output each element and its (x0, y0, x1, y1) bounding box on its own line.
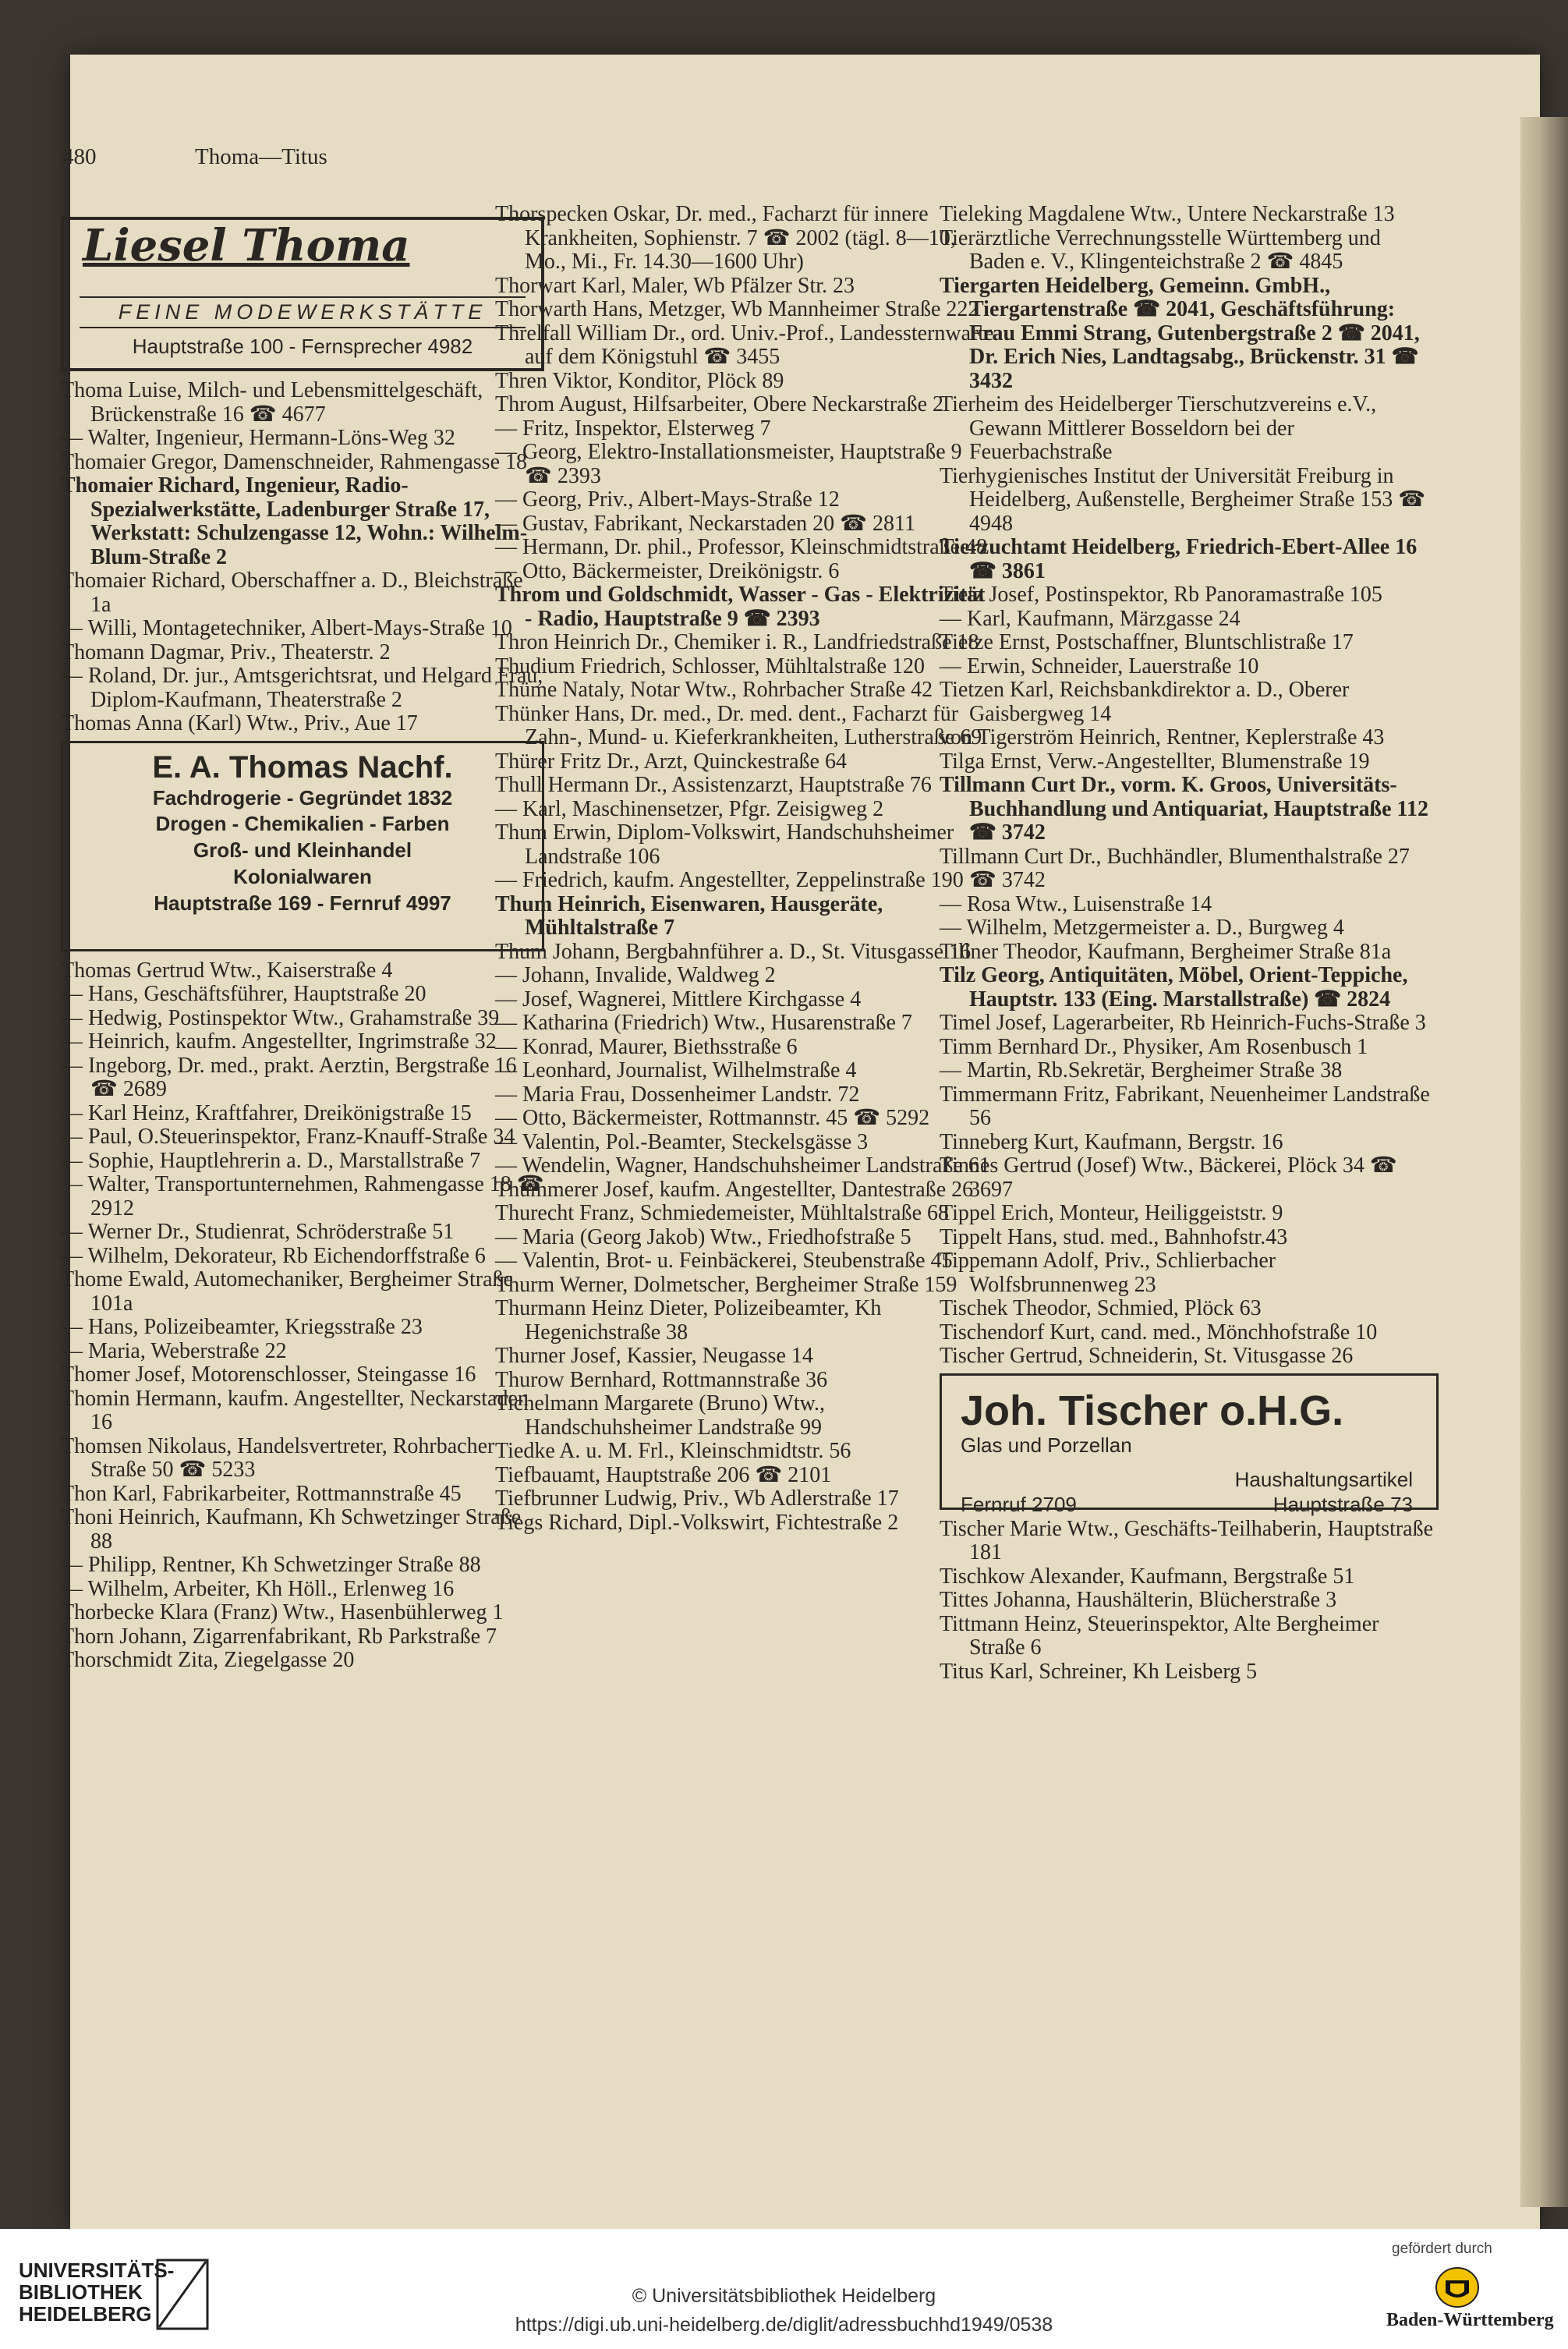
directory-entry: Tiergarten Heidelberg, Gemeinn. GmbH., Tiergartenstraße ☎ 2041, Geschäftsführung: Frau Emmi Strang, Gutenbergstraße 2 ☎ 2041, Dr. Erich Nies, Landtagsabg., Brückenstr. 31 ☎ 3432 (940, 273, 1420, 393)
directory-entry: Timm Bernhard Dr., Physiker, Am Rosenbusch 1 (940, 1034, 1368, 1059)
directory-entry: Thorbecke Klara (Franz) Wtw., Hasenbühlerweg 1 (61, 1600, 504, 1624)
directory-entry: Tischer Gertrud, Schneiderin, St. Vitusgasse 26 (940, 1344, 1354, 1368)
directory-entry: Tieleking Magdalene Wtw., Untere Neckarstraße 13 (940, 202, 1395, 226)
directory-entry: Tischek Theodor, Schmied, Plöck 63 (940, 1296, 1262, 1320)
column-3 (940, 203, 1439, 1684)
running-title: Thoma—Titus (195, 144, 327, 169)
directory-entry: Tietzen Karl, Reichsbankdirektor a. D., Oberer Gaisbergweg 14 (940, 678, 1350, 726)
directory-entry: — Georg, Priv., Albert-Mays-Straße 12 (495, 487, 840, 512)
directory-entry: Threlfall William Dr., ord. Univ.-Prof., Landessternwarte auf dem Königstuhl ☎ 3455 (495, 321, 994, 369)
directory-entry: — Walter, Ingenieur, Hermann-Löns-Weg 32 (61, 426, 455, 450)
column-2 (495, 203, 994, 1535)
ad-address: Hauptstraße 73 (1272, 1492, 1413, 1516)
directory-entry: Thünker Hans, Dr. med., Dr. med. dent., Facharzt für Zahn-, Mund- u. Kieferkrankheiten, Lutherstraße 69 (495, 701, 982, 749)
directory-entry: Tinneberg Kurt, Kaufmann, Bergstr. 16 (940, 1129, 1283, 1154)
funder-name: Baden-Württemberg (1386, 2310, 1554, 2330)
directory-entry: — Karl, Kaufmann, Märzgasse 24 (940, 606, 1241, 631)
directory-entry: Thomsen Nikolaus, Handelsvertreter, Rohrbacher Straße 50 ☎ 5233 (61, 1433, 495, 1482)
directory-entry: Thomas Gertrud Wtw., Kaiserstraße 4 (61, 958, 393, 983)
directory-entry: Tierhygienisches Institut der Universität Freiburg in Heidelberg, Außenstelle, Bergheimer Straße 153 ☎ 4948 (940, 463, 1426, 536)
funded-by-label: gefördert durch (1392, 2241, 1492, 2257)
directory-entry: — Wendelin, Wagner, Handschuhsheimer Landstraße 61 (495, 1153, 990, 1178)
entry-list (940, 1518, 1439, 1685)
directory-entry: — Hedwig, Postinspektor Wtw., Grahamstraße 39 (61, 1005, 500, 1030)
directory-entry: Tinnes Gertrud (Josef) Wtw., Bäckerei, Plöck 34 ☎ 3697 (940, 1153, 1397, 1202)
directory-entry: Thomaier Richard, Ingenieur, Radio-Spezialwerkstätte, Ladenburger Straße 17, Werkstatt: Schulzengasse 12, Wohn.: Wilhelm-Blum-Straße 2 (61, 473, 528, 569)
directory-entry: Tillmann Curt Dr., Buchhändler, Blumenthalstraße 27 ☎ 3742 (940, 844, 1410, 892)
directory-entry: — Valentin, Brot- u. Feinbäckerei, Steubenstraße 45 (495, 1249, 953, 1273)
directory-entry: — Konrad, Maurer, Biethsstraße 6 (495, 1034, 798, 1059)
directory-entry: Thoma Luise, Milch- und Lebensmittelgeschäft, Brückenstraße 16 ☎ 4677 (61, 378, 483, 427)
ad-liesel-thoma (61, 217, 544, 371)
directory-entry: — Ingeborg, Dr. med., prakt. Aerztin, Bergstraße 16 ☎ 2689 (61, 1053, 517, 1101)
directory-entry: — Maria (Georg Jakob) Wtw., Friedhofstraße 5 (495, 1224, 911, 1249)
directory-entry: Thudium Friedrich, Schlosser, Mühltalstraße 120 (495, 654, 926, 678)
directory-entry: Thomas Anna (Karl) Wtw., Priv., Aue 17 (61, 711, 418, 735)
directory-entry: Tischer Marie Wtw., Geschäfts-Teilhaberin, Hauptstraße 181 (940, 1516, 1434, 1564)
directory-entry: — Roland, Dr. jur., Amtsgerichtsrat, und Helgard Frau, Diplom-Kaufmann, Theaterstraße 2 (61, 664, 543, 712)
directory-entry: Tiefbauamt, Hauptstraße 206 ☎ 2101 (495, 1462, 832, 1487)
directory-entry: — Georg, Elektro-Installationsmeister, Hauptstraße 9 ☎ 2393 (495, 440, 962, 488)
ad-line: Groß- und Kleinhandel (193, 838, 412, 862)
directory-entry: Tippemann Adolf, Priv., Schlierbacher Wolfsbrunnenweg 23 (940, 1249, 1276, 1297)
directory-entry: — Wilhelm, Arbeiter, Kh Höll., Erlenweg 16 (61, 1576, 455, 1601)
directory-entry: Thomin Hermann, kaufm. Angestellter, Neckarstaden 16 (61, 1386, 529, 1434)
directory-entry: — Valentin, Pol.-Beamter, Steckelsgässe 3 (495, 1129, 869, 1154)
directory-entry: Thomer Josef, Motorenschlosser, Steingasse 16 (61, 1362, 476, 1387)
directory-entry: Tietze Ernst, Postschaffner, Bluntschlistraße 17 (940, 630, 1354, 654)
directory-entry: — Wilhelm, Dekorateur, Rb Eichendorffstraße 6 (61, 1243, 486, 1268)
directory-entry: Thurmann Heinz Dieter, Polizeibeamter, Kh Hegenichstraße 38 (495, 1296, 882, 1345)
directory-entry: Thomaier Gregor, Damenschneider, Rahmengasse 18 (61, 449, 527, 474)
directory-entry: — Walter, Transportunternehmen, Rahmengasse 18 ☎ 2912 (61, 1172, 544, 1221)
ad-name: Liesel Thoma (83, 220, 410, 271)
directory-entry: Tierärztliche Verrechnungsstelle Württemberg und Baden e. V., Klingenteichstraße 2 ☎ 4845 (940, 225, 1381, 274)
directory-entry: Tippel Erich, Monteur, Heiliggeiststr. 9 (940, 1201, 1283, 1225)
ad-subtitle: FEINE MODEWERKSTÄTTE (80, 296, 526, 328)
ad-line: Drogen - Chemikalien - Farben (155, 812, 450, 835)
directory-entry: Thüme Nataly, Notar Wtw., Rohrbacher Straße 42 (495, 678, 933, 702)
directory-entry: — Hans, Geschäftsführer, Hauptstraße 20 (61, 982, 427, 1006)
directory-entry: — Werner Dr., Studienrat, Schröderstraße 51 (61, 1220, 455, 1244)
directory-entry: — Hermann, Dr. phil., Professor, Kleinschmidtstraße 48 (495, 535, 988, 559)
directory-entry: Tilga Ernst, Verw.-Angestellter, Blumenstraße 19 (940, 749, 1370, 774)
ad-line: Hauptstraße 169 - Fernruf 4997 (154, 891, 451, 915)
directory-entry: Thummerer Josef, kaufm. Angestellter, Dantestraße 26 (495, 1177, 974, 1202)
directory-entry: Thorschmidt Zita, Ziegelgasse 20 (61, 1648, 355, 1672)
directory-entry: Tischendorf Kurt, cand. med., Mönchhofstraße 10 (940, 1320, 1378, 1345)
directory-entry: Thorn Johann, Zigarrenfabrikant, Rb Parkstraße 7 (61, 1624, 497, 1649)
directory-entry: Thren Viktor, Konditor, Plöck 89 (495, 368, 784, 393)
directory-entry: Thome Ewald, Automechaniker, Bergheimer Straße 101a (61, 1267, 513, 1316)
directory-entry: Tiefbrunner Ludwig, Priv., Wb Adlerstraße 17 (495, 1486, 899, 1511)
directory-entry: — Wilhelm, Metzgermeister a. D., Burgweg 4 (940, 916, 1344, 940)
directory-entry: — Otto, Bäckermeister, Rottmannstr. 45 ☎ 5292 (495, 1106, 930, 1130)
directory-entry: — Fritz, Inspektor, Elsterweg 7 (495, 416, 771, 441)
ad-line: Glas und Porzellan (961, 1433, 1132, 1457)
entry-list (495, 203, 994, 1535)
directory-entry: Thurow Bernhard, Rottmannstraße 36 (495, 1367, 828, 1392)
directory-entry: Thorspecken Oskar, Dr. med., Facharzt für innere Krankheiten, Sophienstr. 7 ☎ 2002 (tägl. 8—10, Mo., Mi., Fr. 14.30—1600 Uhr) (495, 202, 956, 274)
directory-entry: — Johann, Invalide, Waldweg 2 (495, 963, 776, 987)
directory-entry: — Josef, Wagnerei, Mittlere Kirchgasse 4 (495, 987, 862, 1012)
directory-entry: Thurner Josef, Kassier, Neugasse 14 (495, 1344, 813, 1368)
directory-entry: Tillner Theodor, Kaufmann, Bergheimer Straße 81a (940, 939, 1392, 964)
directory-entry: Thorwarth Hans, Metzger, Wb Mannheimer Straße 222 (495, 297, 979, 321)
entry-list (61, 959, 544, 1673)
directory-entry: von Tigerström Heinrich, Rentner, Keplerstraße 43 (940, 725, 1385, 749)
copyright: © Universitätsbibliothek Heidelberg (632, 2285, 936, 2307)
directory-entry: Tiedke A. u. M. Frl., Kleinschmidtstr. 56 (495, 1439, 851, 1463)
ad-address: Hauptstraße 100 - Fernsprecher 4982 (132, 335, 473, 358)
directory-entry: Thorwart Karl, Maler, Wb Pfälzer Str. 23 (495, 273, 855, 298)
directory-entry: — Friedrich, kaufm. Angestellter, Zeppelinstraße 190 (495, 868, 964, 892)
ad-line: Fachdrogerie - Gegründet 1832 (152, 786, 453, 810)
ad-name: E. A. Thomas Nachf. (152, 749, 453, 785)
page-number: 480 (62, 144, 97, 169)
institution-line: UNIVERSITÄTS- (19, 2259, 175, 2282)
directory-entry: Thon Karl, Fabrikarbeiter, Rottmannstraße 45 (61, 1481, 462, 1506)
ad-name: Joh. Tischer o.H.G. (961, 1387, 1344, 1434)
directory-entry: Thum Johann, Bergbahnführer a. D., St. Vitusgasse 16 (495, 939, 972, 964)
ad-ea-thomas (61, 741, 544, 951)
page-edge (1520, 117, 1568, 2207)
directory-entry: Thurecht Franz, Schmiedemeister, Mühltalstraße 68 (495, 1201, 950, 1225)
directory-entry: — Philipp, Rentner, Kh Schwetzinger Straße 88 (61, 1553, 481, 1577)
directory-entry: — Rosa Wtw., Luisenstraße 14 (940, 891, 1212, 916)
directory-entry: Thum Erwin, Diplom-Volkswirt, Handschuhsheimer Landstraße 106 (495, 820, 954, 869)
directory-entry: — Martin, Rb.Sekretär, Bergheimer Straße 38 (940, 1058, 1343, 1082)
institution-line: HEIDELBERG (19, 2302, 152, 2326)
directory-entry: Thomaier Richard, Oberschaffner a. D., Bleichstraße 1a (61, 569, 523, 617)
directory-entry: Thull Hermann Dr., Assistenzarzt, Hauptstraße 76 (495, 773, 932, 797)
directory-entry: — Erwin, Schneider, Lauerstraße 10 (940, 654, 1259, 678)
directory-entry: — Leonhard, Journalist, Wilhelmstraße 4 (495, 1058, 857, 1082)
directory-entry: — Willi, Montagetechniker, Albert-Mays-Straße 10 (61, 616, 512, 640)
ad-phone: Fernruf 2709 (961, 1492, 1077, 1516)
directory-entry: — Paul, O.Steuerinspektor, Franz-Knauff-Straße 34 (61, 1125, 515, 1149)
directory-entry: — Maria, Weberstraße 22 (61, 1338, 287, 1363)
directory-entry: — Katharina (Friedrich) Wtw., Husarenstraße 7 (495, 1011, 912, 1035)
entry-list (940, 203, 1439, 1369)
directory-entry: Thron Heinrich Dr., Chemiker i. R., Landfriedstraße 18 (495, 630, 979, 654)
column-1 (61, 212, 544, 1673)
page-url[interactable]: https://digi.ub.uni-heidelberg.de/diglit/adressbuchhd1949/0538 (515, 2314, 1053, 2336)
directory-entry: Thürer Fritz Dr., Arzt, Quinckestraße 64 (495, 749, 847, 774)
institution-line: BIBLIOTHEK (19, 2280, 143, 2304)
directory-entry: Tischkow Alexander, Kaufmann, Bergstraße 51 (940, 1564, 1355, 1589)
directory-entry: — Sophie, Hauptlehrerin a. D., Marstallstraße 7 (61, 1148, 481, 1173)
directory-entry: Tittes Johanna, Haushälterin, Blücherstraße 3 (940, 1588, 1337, 1612)
entry-list (61, 379, 544, 736)
directory-entry: — Gustav, Fabrikant, Neckarstaden 20 ☎ 2811 (495, 511, 916, 536)
directory-entry: — Otto, Bäckermeister, Dreikönigstr. 6 (495, 558, 840, 583)
directory-entry: Tierzuchtamt Heidelberg, Friedrich-Ebert-Allee 16 ☎ 3861 (940, 535, 1418, 583)
directory-entry: Tilz Georg, Antiquitäten, Möbel, Orient-Teppiche, Hauptstr. 133 (Eing. Marstallstraße) ☎ 2824 (940, 963, 1408, 1012)
directory-entry: — Heinrich, kaufm. Angestellter, Ingrimstraße 32 (61, 1029, 497, 1054)
directory-entry: Tichelmann Margarete (Bruno) Wtw., Handschuhsheimer Landstraße 99 (495, 1391, 826, 1440)
directory-entry: Tippelt Hans, stud. med., Bahnhofstr.43 (940, 1224, 1288, 1249)
directory-entry: Tillmann Curt Dr., vorm. K. Groos, Universitäts-Buchhandlung und Antiquariat, Hauptstraße 112 ☎ 3742 (940, 773, 1428, 845)
directory-entry: Titus Karl, Schreiner, Kh Leisberg 5 (940, 1659, 1258, 1684)
ad-line: Kolonialwaren (233, 865, 372, 888)
directory-entry: Throm August, Hilfsarbeiter, Obere Neckarstraße 2 (495, 392, 944, 416)
directory-entry: — Karl Heinz, Kraftfahrer, Dreikönigstraße 15 (61, 1100, 472, 1125)
directory-entry: Timel Josef, Lagerarbeiter, Rb Heinrich-Fuchs-Straße 3 (940, 1011, 1426, 1035)
directory-entry: Thum Heinrich, Eisenwaren, Hausgeräte, Mühltalstraße 7 (495, 891, 883, 940)
directory-entry: Tiegs Richard, Dipl.-Volkswirt, Fichtestraße 2 (495, 1510, 899, 1535)
directory-entry: — Maria Frau, Dossenheimer Landstr. 72 (495, 1082, 860, 1107)
ad-tischer (940, 1373, 1439, 1516)
directory-entry: Thoni Heinrich, Kaufmann, Kh Schwetzinger Straße 88 (61, 1505, 522, 1554)
baden-wuerttemberg-crest-icon[interactable] (1435, 2266, 1480, 2308)
directory-entry: Throm und Goldschmidt, Wasser - Gas - Elektrizität - Radio, Hauptstraße 9 ☎ 2393 (495, 583, 986, 631)
directory-entry: Tietz Josef, Postinspektor, Rb Panoramastraße 105 (940, 583, 1382, 607)
directory-entry: Tittmann Heinz, Steuerinspektor, Alte Bergheimer Straße 6 (940, 1611, 1379, 1660)
directory-entry: Timmermann Fritz, Fabrikant, Neuenheimer Landstraße 56 (940, 1082, 1430, 1130)
directory-entry: Tierheim des Heidelberger Tierschutzvereins e.V., Gewann Mittlerer Bosseldorn bei der Feuerbachstraße (940, 392, 1377, 464)
ad-line: Haushaltungsartikel (1234, 1467, 1413, 1491)
directory-entry: — Karl, Maschinensetzer, Pfgr. Zeisigweg 2 (495, 796, 884, 821)
directory-entry: Thomann Dagmar, Priv., Theaterstr. 2 (61, 640, 391, 664)
directory-entry: Thurm Werner, Dolmetscher, Bergheimer Straße 159 (495, 1272, 957, 1297)
directory-entry: — Hans, Polizeibeamter, Kriegsstraße 23 (61, 1315, 423, 1339)
